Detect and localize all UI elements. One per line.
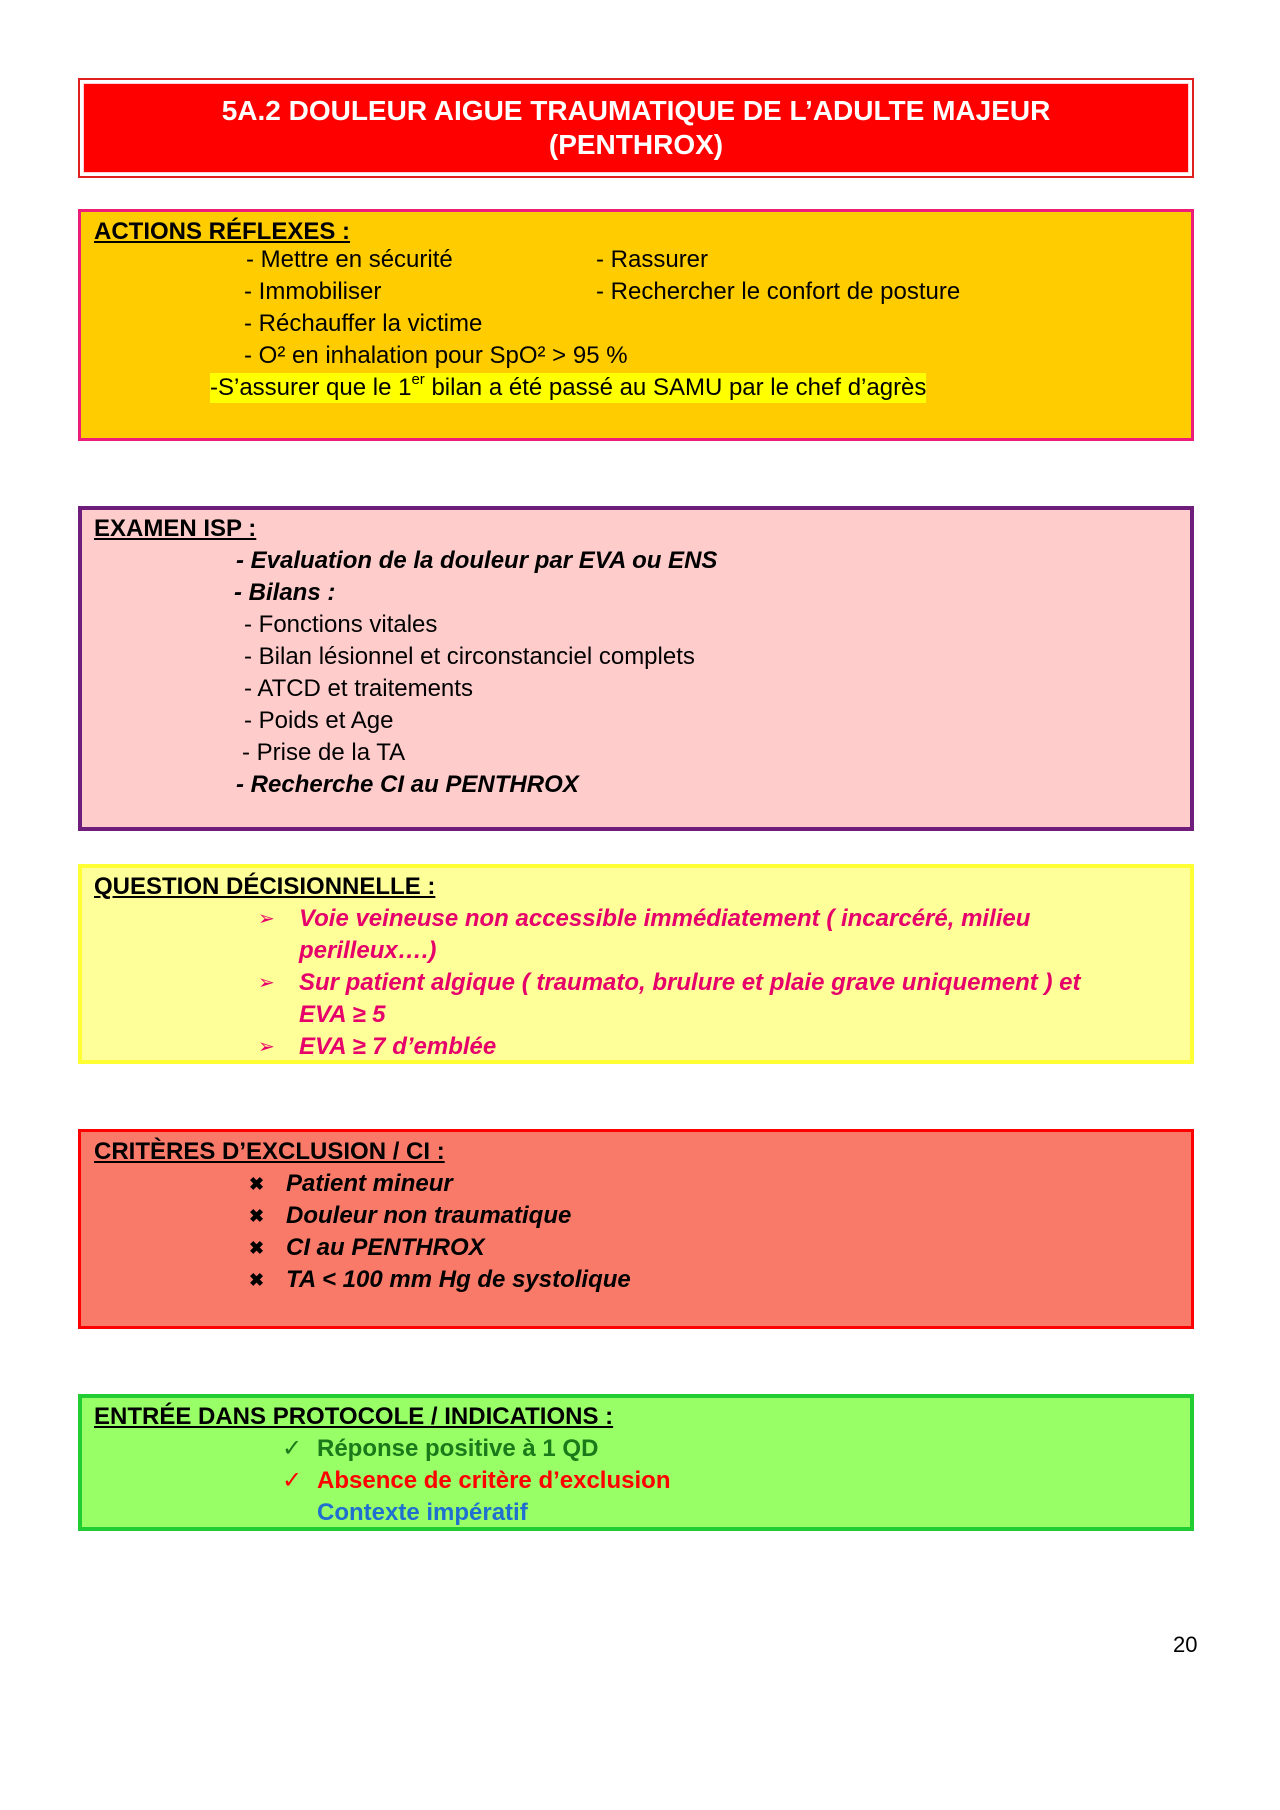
cross-bullet-icon: ✖ xyxy=(249,1238,265,1258)
indication-3: Contexte impératif xyxy=(317,1499,528,1526)
recherche-line: - Recherche CI au PENTHROX xyxy=(236,771,579,798)
section-question-decisionnelle xyxy=(78,864,1194,1064)
list-item: - Rassurer xyxy=(596,246,709,273)
indication-1: Réponse positive à 1 QD xyxy=(317,1435,599,1462)
section-heading: QUESTION DÉCISIONNELLE : xyxy=(94,873,436,900)
page-number: 20 xyxy=(1173,1632,1198,1657)
cross-bullet-icon: ✖ xyxy=(249,1206,265,1226)
check-icon: ✓ xyxy=(282,1435,303,1462)
title-line-2: (PENTHROX) xyxy=(548,129,724,160)
arrow-bullet-icon: ➢ xyxy=(258,1036,275,1058)
samu-note xyxy=(210,373,926,403)
cross-bullet-icon: ✖ xyxy=(249,1174,265,1194)
indication-2: Absence de critère d’exclusion xyxy=(317,1467,671,1494)
question-1-line-1: Voie veineuse non accessible immédiatement ( incarcéré, milieu xyxy=(299,905,1031,932)
samu-note-end: bilan a été passé au SAMU par le chef d’agrès xyxy=(424,374,927,401)
list-item: - Prise de la TA xyxy=(242,739,406,766)
question-2-line-1: Sur patient algique ( traumato, brulure et plaie grave uniquement ) et xyxy=(299,969,1081,996)
bilans-line: - Bilans : xyxy=(234,579,336,606)
section-examen-isp xyxy=(78,506,1194,831)
question-2-line-2: EVA ≥ 5 xyxy=(299,1001,386,1028)
arrow-bullet-icon: ➢ xyxy=(258,908,275,930)
section-heading: CRITÈRES D’EXCLUSION / CI : xyxy=(94,1138,445,1165)
section-heading: ACTIONS RÉFLEXES : xyxy=(94,218,351,245)
question-3: EVA ≥ 7 d’emblée xyxy=(299,1033,497,1060)
list-item: - ATCD et traitements xyxy=(244,675,473,702)
section-heading: ENTRÉE DANS PROTOCOLE / INDICATIONS : xyxy=(94,1403,614,1430)
cross-bullet-icon: ✖ xyxy=(249,1270,265,1290)
list-item: - O² en inhalation pour SpO² > 95 % xyxy=(244,342,628,369)
list-item: Patient mineur xyxy=(286,1170,453,1197)
title-line-1: 5A.2 DOULEUR AIGUE TRAUMATIQUE DE L’ADULTE MAJEUR xyxy=(221,95,1051,126)
samu-note-start: -S’assurer que le 1 xyxy=(210,374,412,401)
title-banner xyxy=(78,78,1194,178)
list-item: - Fonctions vitales xyxy=(244,611,438,638)
section-criteres-exclusion xyxy=(78,1129,1194,1329)
check-icon: ✓ xyxy=(282,1467,303,1494)
arrow-bullet-icon: ➢ xyxy=(258,972,275,994)
list-item: Douleur non traumatique xyxy=(286,1202,572,1229)
question-1-line-2: perilleux….) xyxy=(299,937,437,964)
list-item: - Réchauffer la victime xyxy=(244,310,483,337)
section-heading: EXAMEN ISP : xyxy=(94,515,257,542)
list-item: TA < 100 mm Hg de systolique xyxy=(286,1266,631,1293)
title-inner xyxy=(83,83,1189,173)
section-entree-protocole xyxy=(78,1394,1194,1531)
section-actions-reflexes xyxy=(78,209,1194,441)
list-item: - Bilan lésionnel et circonstanciel complets xyxy=(244,643,695,670)
list-item: - Rechercher le confort de posture xyxy=(596,278,961,305)
list-item: - Mettre en sécurité xyxy=(246,246,453,273)
list-item: CI au PENTHROX xyxy=(286,1234,485,1261)
list-item: - Immobiliser xyxy=(244,278,382,305)
eval-line: - Evaluation de la douleur par EVA ou ENS xyxy=(236,547,718,574)
list-item: - Poids et Age xyxy=(244,707,394,734)
samu-note-sup: er xyxy=(411,371,425,388)
